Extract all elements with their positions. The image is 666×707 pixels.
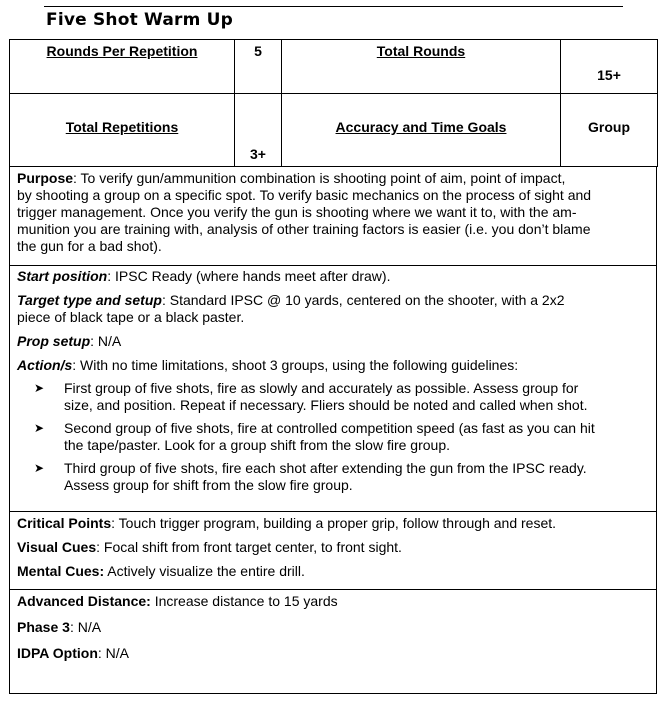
action-2-line-0: Third group of five shots, fire each shot after extending the gun from the IPSC ready.	[64, 460, 587, 476]
purpose-line-0	[17, 170, 649, 187]
goals-label: Accuracy and Time Goals	[335, 119, 507, 135]
target-text-0: : Standard IPSC @ 10 yards, centered on the shooter, with a 2x2	[161, 292, 565, 308]
purpose-line-4: the gun for a bad shot).	[17, 238, 162, 254]
mental-label: Mental Cues:	[17, 563, 105, 579]
actions	[17, 357, 649, 374]
action-1-line-1: the tape/paster. Look for a group shift from the slow fire group.	[64, 437, 450, 453]
advanced-distance	[17, 593, 649, 610]
title-rule	[44, 6, 623, 7]
rounds-per-rep-label: Rounds Per Repetition	[46, 43, 198, 59]
critical-label: Critical Points	[17, 515, 112, 531]
purpose-line-2: trigger management. Once you verify the gun is shooting where we want it to, with the am-	[17, 204, 577, 220]
total-reps-value-cell	[235, 94, 282, 167]
actions-text: : With no time limitations, shoot 3 groups, using the following guidelines:	[72, 357, 519, 373]
start-position	[17, 268, 649, 285]
action-2-line-1: Assess group for shift from the slow fire group.	[64, 477, 353, 493]
drill-summary-table	[9, 39, 658, 167]
goals-value: Group	[588, 119, 630, 135]
target-text-1: piece of black tape or a black paster.	[17, 309, 245, 325]
rounds-per-rep-value: 5	[254, 43, 262, 59]
purpose-label: Purpose	[17, 170, 74, 186]
page-title: Five Shot Warm Up	[46, 10, 234, 30]
setup-section	[9, 266, 657, 512]
purpose-section	[9, 166, 657, 266]
idpa-label: IDPA Option	[17, 645, 98, 661]
purpose-text: : To verify gun/ammunition combination is shooting point of aim, point of impact,	[73, 170, 566, 186]
visual-text: : Focal shift from front target center, to front sight.	[96, 539, 402, 555]
idpa-text: : N/A	[97, 645, 130, 661]
target-label: Target type and setup	[17, 292, 162, 308]
critical-text: : Touch trigger program, building a proper grip, follow through and reset.	[111, 515, 557, 531]
goals-label-cell	[282, 94, 561, 167]
mental-text: Actively visualize the entire drill.	[104, 563, 305, 579]
action-0-line-1: size, and position. Repeat if necessary. Fliers should be noted and called when shot.	[64, 397, 588, 413]
total-rounds-label: Total Rounds	[376, 43, 466, 59]
list-item	[17, 460, 649, 494]
target-setup	[17, 292, 649, 309]
list-item	[17, 420, 649, 454]
arrow-bullet-icon: ➤	[34, 421, 45, 435]
prop-text: : N/A	[90, 333, 122, 349]
total-rounds-value: 15+	[597, 67, 621, 83]
actions-list	[17, 380, 649, 494]
visual-cues	[17, 539, 649, 556]
list-item	[17, 380, 649, 414]
goals-value-cell	[561, 94, 658, 167]
visual-label: Visual Cues	[17, 539, 97, 555]
prop-setup	[17, 333, 649, 350]
purpose-line-3: munition you are training with, analysis of other training factors is easier (i.e. you don’t blame	[17, 221, 591, 237]
action-0-line-0: First group of five shots, fire as slowly and accurately as possible. Assess group for	[64, 380, 579, 396]
phase3-label: Phase 3	[17, 619, 70, 635]
mental-cues	[17, 563, 649, 580]
actions-label: Action/s	[17, 357, 73, 373]
rounds-per-rep-value-cell	[235, 40, 282, 94]
start-position-label: Start position	[17, 268, 108, 284]
advanced-text: Increase distance to 15 yards	[150, 593, 338, 609]
cues-section	[9, 512, 657, 590]
critical-points	[17, 515, 649, 532]
rounds-per-rep-label-cell	[10, 40, 235, 94]
idpa-option	[17, 645, 649, 662]
total-reps-value: 3+	[250, 146, 266, 162]
arrow-bullet-icon: ➤	[34, 461, 45, 475]
total-reps-label-cell	[10, 94, 235, 167]
options-section	[9, 590, 657, 694]
total-reps-label: Total Repetitions	[65, 119, 179, 135]
total-rounds-value-cell	[561, 40, 658, 94]
action-1-line-0: Second group of five shots, fire at controlled competition speed (as fast as you can hit	[64, 420, 595, 436]
phase3-text: : N/A	[69, 619, 102, 635]
total-rounds-label-cell	[282, 40, 561, 94]
arrow-bullet-icon: ➤	[34, 381, 45, 395]
phase-3	[17, 619, 649, 636]
start-position-text: : IPSC Ready (where hands meet after draw).	[107, 268, 391, 284]
purpose-line-1: by shooting a group on a specific spot. To verify basic mechanics on the process of sight and	[17, 187, 592, 203]
advanced-label: Advanced Distance:	[17, 593, 151, 609]
prop-label: Prop setup	[17, 333, 91, 349]
